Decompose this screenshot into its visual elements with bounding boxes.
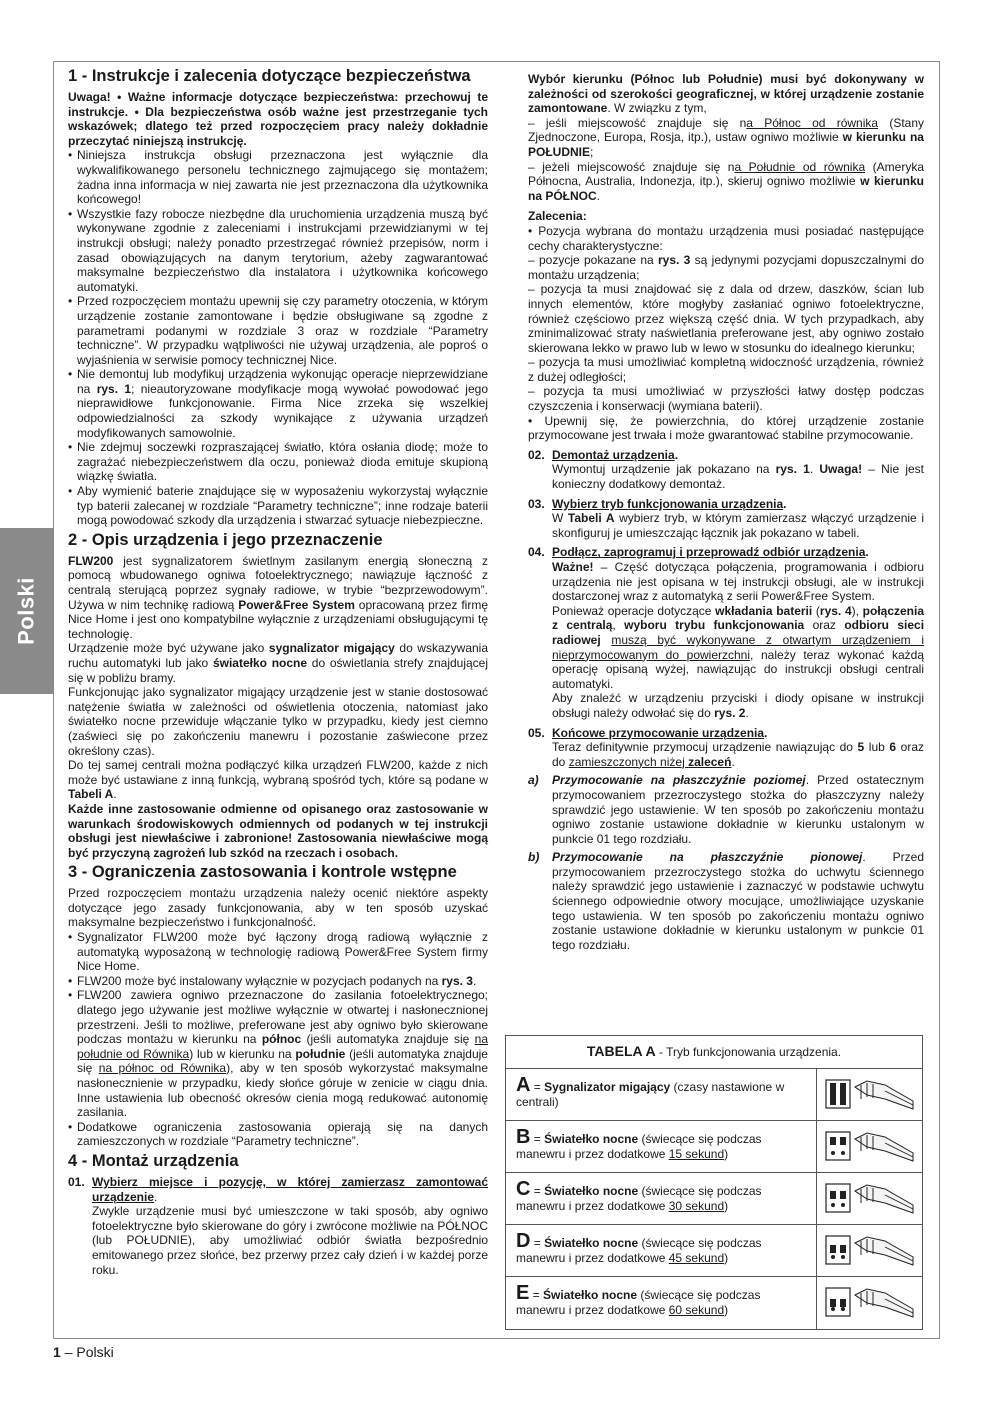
mode-time: 60 sekund	[668, 1303, 725, 1317]
step-04-text-2: Ponieważ operacje dotyczące wkładania baterii (rys. 4), połączenia z centralą, wyboru trybu funkcjonowania oraz odbioru sieci radiowej muszą być wykonywane z otwartym urządzeniem i nieprzymocowanym do powierzchni, należy teraz wykonać każdą operację opisaną wyżej, nawiązując do instrukcji obsługi centrali automatyki.	[552, 603, 925, 691]
table-row	[506, 1121, 922, 1173]
section-3-bullet-1: Sygnalizator FLW200 może być łączony drogą radiową wyłącznie z automatyką wyposażoną w technologię radiową Power&Free System firmy Nice Home.	[77, 930, 488, 974]
section-1-bullet-4: Nie demontuj lub modyfikuj urządzenia wykonując operacje nieprzewidziane na rys. 1; nieautoryzowane modyfikacje mogą wywołać powodować jego nieprawidłowe funkcjonowanie. Firma Nice zrzeka się wszelkiej odpowiedzialności za szkody wynikające z używania urządzeń modyfikowanych samowolnie.	[77, 367, 488, 440]
mode-letter: C	[516, 1178, 531, 1200]
section-1-bullet-1: Niniejsza instrukcja obsługi przeznaczona jest wyłącznie dla wykwalifikowanego personelu technicznego zajmującego się montażem; żadna inna informacja w niej zawarta nie jest przeznaczona dla użytkownika końcowego!	[77, 148, 488, 207]
step-05-text: Teraz definitywnie przymocuj urządzenie nawiązując do 5 lub 6 oraz do zamieszczonych niżej zaleceń.	[552, 740, 924, 769]
section-1-bullet-6: Aby wymienić baterie znajdujące się w wyposażeniu wykorzystaj wyłącznie typ baterii zalecanej w rozdziale “Parametry techniczne”; inne rodzaje baterii mogą powodować szkody dla urządzenia i stwarzać sytuacje niebezpieczne.	[77, 484, 488, 528]
mode-name: Sygnalizator migający	[544, 1080, 671, 1094]
section-1-bullet-3: Przed rozpoczęciem montażu upewnij się czy parametry otoczenia, w którym urządzenie zostanie zamontowane i będzie obsługiwane są zgodne z parametrami podanymi w rozdziale 3 oraz w rozdziale “Parametry techniczne”. W przypadku wątpliwości nie używaj urządzenia, ale poproś o wyjaśnienia w serwisie pomocy technicznej Nice.	[77, 294, 488, 367]
step-01-direction-heading: Wybór kierunku (Północ lub Południe) musi być dokonywany w zależności od szerokości geograficznej, w której urządzenie zostanie zamontowane. W związku z tym,	[528, 72, 924, 116]
mode-table	[505, 1035, 923, 1330]
step-01-para-1: Zwykle urządzenie musi być umieszczone w taki sposób, aby ogniwo fotoelektryczne było skierowane do góry i zwrócone możliwie na PÓŁNOC (lub POŁUDNIE), aby umożliwiać odbiór światła bezpośrednio emitowanego przez słońce, bez przerwy przez cały dzień i w każdej porze roku.	[92, 1204, 488, 1277]
section-2-para-1: FLW200 jest sygnalizatorem świetlnym zasilanym energią słoneczną z pomocą wbudowanego ogniwa fotoelektrycznego; nawiązuje łączność z centralą sterującą poprzez sygnały radiowe, w trybie “bezprzewodowym”. Używa w nim technikę radiową Power&Free System opracowaną przez firmę Nice Home i jest ono kompatybilne wyłącznie z urządzeniami obsługującymi tę technologię.	[68, 553, 488, 641]
step-03-heading: Wybierz tryb funkcjonowania urządzenia	[552, 496, 784, 511]
step-02: 02. Demontaż urządzenia. Wymontuj urządzenie jak pokazano na rys. 1. Uwaga! – Nie jest konieczny dodatkowy demontaż.	[528, 447, 925, 492]
list-item: • Niniejsza instrukcja obsługi przeznaczona jest wyłącznie dla wykwalifikowanego personelu technicznego zajmującego się montażem; żadna inna informacja w niej zawarta nie jest przeznaczona dla użytkownika końcowego!	[68, 148, 488, 207]
mode-description: B = Światełko nocne (świecące się podczas manewru i przez dodatkowe 15 sekund)	[506, 1121, 817, 1172]
mode-time: 45 sekund	[668, 1251, 725, 1265]
mode-letter: E	[516, 1282, 530, 1304]
table-row	[506, 1069, 922, 1121]
section-1-bullet-5: Nie zdejmuj soczewki rozpraszającej światło, która osłania diodę; może to zagrażać niebezpieczeństwem dla oczu, ponieważ dioda emituje skupioną wiązkę światła.	[77, 440, 488, 484]
section-2-para-2: Urządzenie może być używane jako sygnalizator migający do wskazywania ruchu automatyki lub jako światełko nocne do oświetlania strefy znajdującej się w pobliżu bramy.	[68, 641, 489, 685]
section-1-intro: Uwaga! • Ważne informacje dotyczące bezpieczeństwa: przechowuj te instrukcje. • Dla bezpieczeństwa osób ważne jest przestrzeganie tych wskazówek; dlatego też przed rozpoczęciem pracy należy dokładnie przeczytać niniejszą instrukcję.	[68, 90, 488, 148]
mode-name: Światełko nocne	[544, 1132, 639, 1146]
list-item: • Nie demontuj lub modyfikuj urządzenia wykonując operacje nieprzewidziane na rys. 1; nieautoryzowane modyfikacje mogą wywołać powodować jego nieprawidłowe funkcjonowanie. Firma Nice zrzeka się wszelkiej odpowiedzialności za szkody wynikające z używania urządzeń modyfikowanych samowolnie.	[68, 367, 488, 440]
jumper-diagram	[817, 1121, 922, 1172]
mode-description: E = Światełko nocne (świecące się podczas manewru i przez dodatkowe 60 sekund)	[506, 1277, 817, 1329]
section-3-bullet-3: FLW200 zawiera ogniwo przeznaczone do zasilania fotoelektrycznego; dlatego jego używanie jest możliwe wyłącznie w otwartej i nasłonecznionej przestrzeni. Jeśli to możliwe, preferowane jest aby ogniwo było skierowane podczas montażu w kierunku na północ (jeśli automatyka znajduje się na południe od Równika) lub w kierunku na południe (jeśli automatyka znajduje się na północ od Równika), aby w ten sposób wykorzystać maksymalne nasłonecznienie w przypadku, kiedy słońce góruje w zenicie w ciągu dnia. Inne ustawienia lub obecność okresów cienia mogą redukować autonomię zasilania.	[77, 988, 489, 1120]
page-footer: 1 – Polski	[53, 1344, 114, 1360]
section-1-bullet-2: Wszystkie fazy robocze niezbędne dla uruchomienia urządzenia muszą być wykonywane zgodnie z zaleceniami i instrukcjami przewidzianymi w tej instrukcji obsługi; należy ponadto przestrzegać również przepisów, norm i zasad obowiązujących na danym terytorium, ażeby zagwarantować maksymalne bezpieczeństwo dla instalatora i użytkownika końcowego automatyki.	[77, 206, 488, 294]
footer-language: Polski	[76, 1344, 114, 1360]
jumper-connector-icon	[825, 1127, 917, 1167]
recommendation-1: • Pozycja wybrana do montażu urządzenia musi posiadać następujące cechy charakterystyczne:	[528, 223, 924, 253]
step-04-text-1: Ważne! – Część dotycząca połączenia, programowania i odbioru urządzenia nie jest opisana w tej instrukcji obsługi, ale w instrukcji dostarczonej wraz z automatyką z serii Power&Free System.	[552, 560, 924, 604]
mode-description: A = Sygnalizator migający (czasy nastawione w centrali)	[506, 1069, 817, 1120]
section-2-warning: Każde inne zastosowanie odmienne od opisanego oraz zastosowanie w warunkach środowiskowych odmiennych od podanych w tej instrukcji obsługi jest niewłaściwe i zabronione! Zastosowania niewłaściwe mogą być przyczyną zagrożeń lub szkód na rzeczach i osobach.	[68, 801, 488, 860]
step-03: 03. Wybierz tryb funkcjonowania urządzenia. W Tabeli A wybierz tryb, w którym zamierzasz włączyć urządzenie i skonfiguruj je umieszczając łącznik jak pokazano w tabeli.	[528, 496, 924, 540]
jumper-connector-icon	[825, 1283, 917, 1323]
step-01-north: – jeśli miejscowość znajduje się na Północ od równika (Stany Zjednoczone, Europa, Rosja, itp.), ustaw ogniwo możliwie w kierunku na POŁUDNIE;	[528, 115, 924, 159]
mode-time: 15 sekund	[668, 1147, 725, 1161]
recommendation-5: – pozycja ta musi umożliwiać w przyszłości łatwy dostęp podczas czyszczenia i konserwacji (wymiana baterii).	[528, 384, 924, 414]
list-item: • Dodatkowe ograniczenia zastosowania opierają się na danych zamieszczonych w rozdziale “Parametry techniczne”.	[68, 1119, 488, 1149]
mode-name: Światełko nocne	[543, 1288, 638, 1302]
mode-letter: B	[516, 1126, 531, 1148]
recommendation-4: – pozycja ta musi umożliwiać kompletną widoczność urządzenia, również z dużej odległości;	[528, 355, 924, 384]
mode-name: Światełko nocne	[544, 1236, 639, 1250]
left-column	[68, 64, 488, 1277]
jumper-connector-icon	[825, 1179, 917, 1219]
table-row	[506, 1173, 922, 1225]
mode-time: 30 sekund	[668, 1199, 725, 1213]
recommendation-6: • Upewnij się, że powierzchnia, do której urządzenie zostanie przymocowane jest trwała i może gwarantować stabilne przymocowanie.	[528, 413, 924, 443]
jumper-connector-icon	[825, 1231, 917, 1271]
jumper-diagram	[817, 1225, 922, 1276]
page-number: 1	[53, 1344, 61, 1360]
step-04-heading: Podłącz, zaprogramuj i przeprowadź odbiór urządzenia	[552, 545, 866, 560]
jumper-diagram	[817, 1069, 922, 1120]
step-02-heading: Demontaż urządzenia	[552, 447, 675, 462]
step-01: 01. Wybierz miejsce i pozycję, w której zamierzasz zamontować urządzenie. Zwykle urządzenie musi być umieszczone w taki sposób, aby ogniwo fotoelektryczne było skierowane do góry i zwrócone możliwie na PÓŁNOC (lub POŁUDNIE), aby umożliwiać odbiór światła bezpośrednio emitowanego przez słońce, bez przerwy przez cały dzień i w każdej porze roku.	[68, 1174, 488, 1277]
table-row	[506, 1225, 922, 1277]
section-3-bullet-2: FLW200 może być instalowany wyłącznie w pozycjach podanych na rys. 3.	[77, 973, 477, 988]
list-item: • Nie zdejmuj soczewki rozpraszającej światło, która osłania diodę; może to zagrażać niebezpieczeństwem dla oczu, ponieważ dioda emituje skupioną wiązkę światła.	[68, 440, 488, 484]
section-2-para-3: Funkcjonując jako sygnalizator migający urządzenie jest w stanie dostosować natężenie światła w zależności od oświetlenia otoczenia, natomiast jako światełko nocne przewiduje włączanie tylko w przypadku, kiedy jest ciemno (zaświeci się po zakończeniu manewru i pozostanie zaświecone przez określony czas).	[68, 685, 488, 758]
section-1-title: 1 - Instrukcje i zalecenia dotyczące bezpieczeństwa	[68, 67, 471, 85]
section-4-title: 4 - Montaż urządzenia	[68, 1151, 239, 1170]
step-04: 04. Podłącz, zaprogramuj i przeprowadź odbiór urządzenia. Ważne! – Część dotycząca połączenia, programowania i odbioru urządzenia nie jest opisana w tej instrukcji obsługi, ale w instrukcji dostarczonej wraz z automatyką z serii Power&Free System. Ponieważ operacje dotyczące wkładania baterii (rys. 4), połączenia z centralą, wyboru trybu funkcjonowania oraz odbioru sieci radiowej muszą być wykonywane z otwartym urządzeniem i nieprzymocowanym do powierzchni, należy teraz wykonać każdą operację opisaną wyżej, nawiązując do instrukcji obsługi centrali automatyki. Aby znaleźć w urządzeniu przyciski i diody opisane w instrukcji obsługi należy odwołać się do rys. 2.	[528, 545, 925, 720]
section-3-bullet-4: Dodatkowe ograniczenia zastosowania opierają się na danych zamieszczonych w rozdziale “Parametry techniczne”.	[77, 1119, 488, 1149]
section-3-para-1: Przed rozpoczęciem montażu urządzenia należy ocenić niektóre aspekty dotyczące jego zasady funkcjonowania, aby w ten sposób uzyskać maksymalne bezpieczeństwo i funkcjonalność.	[68, 886, 488, 930]
recommendations-heading: Zalecenia:	[528, 209, 587, 224]
jumper-diagram	[817, 1173, 922, 1224]
mode-description: D = Światełko nocne (świecące się podczas manewru i przez dodatkowe 45 sekund)	[506, 1225, 817, 1276]
section-3-title: 3 - Ograniczenia zastosowania i kontrole wstępne	[68, 863, 457, 882]
recommendation-2: – pozycje pokazane na rys. 3 są jedynymi pozycjami dopuszczalnymi do montażu urządzenia;	[528, 253, 925, 282]
mode-letter: A	[516, 1074, 531, 1096]
list-item: • Aby wymienić baterie znajdujące się w wyposażeniu wykorzystaj wyłącznie typ baterii zalecanej w rozdziale “Parametry techniczne”; inne rodzaje baterii mogą powodować szkody dla urządzenia i stwarzać sytuacje niebezpieczne.	[68, 484, 488, 528]
step-05: 05. Końcowe przymocowanie urządzenia. Teraz definitywnie przymocuj urządzenie nawiązując do 5 lub 6 oraz do zamieszczonych niżej zaleceń.	[528, 725, 924, 769]
list-item: • Przed rozpoczęciem montażu upewnij się czy parametry otoczenia, w którym urządzenie zostanie zamontowane i będzie obsługiwane są zgodne z parametrami podanymi w rozdziale 3 oraz w rozdziale “Parametry techniczne”. W przypadku wątpliwości nie używaj urządzenia, ale poproś o wyjaśnienia w serwisie pomocy technicznej Nice.	[68, 294, 488, 367]
table-header: TABELA A - Tryb funkcjonowania urządzenia.	[506, 1036, 922, 1069]
step-05-a: a) Przymocowanie na płaszczyźnie poziomej. Przed ostatecznym przymocowaniem przezroczystego stożka do płaszczyzny należy sprawdzić jego ustawienie. W ten sposób po zakończeniu montażu ogniwo zostanie ustawione dokładnie w kierunku ustalonym w punkcie 01 tego rozdziału.	[528, 773, 924, 846]
list-item: • Wszystkie fazy robocze niezbędne dla uruchomienia urządzenia muszą być wykonywane zgodnie z zaleceniami i instrukcjami przewidzianymi w tej instrukcji obsługi; należy ponadto przestrzegać również przepisów, norm i zasad obowiązujących na danym terytorium, ażeby zagwarantować maksymalne bezpieczeństwo dla instalatora i użytkownika końcowego automatyki.	[68, 206, 488, 294]
list-item: • FLW200 może być instalowany wyłącznie w pozycjach podanych na rys. 3.	[68, 974, 488, 989]
list-item: • Sygnalizator FLW200 może być łączony drogą radiową wyłącznie z automatyką wyposażoną w technologię radiową Power&Free System firmy Nice Home.	[68, 930, 488, 974]
list-item: • FLW200 zawiera ogniwo przeznaczone do zasilania fotoelektrycznego; dlatego jego używanie jest możliwe wyłącznie w otwartej i nasłonecznionej przestrzeni. Jeśli to możliwe, preferowane jest aby ogniwo było skierowane podczas montażu w kierunku na północ (jeśli automatyka znajduje się na południe od Równika) lub w kierunku na południe (jeśli automatyka znajduje się na północ od Równika), aby w ten sposób wykorzystać maksymalne nasłonecznienie w przypadku, kiedy słońce góruje w zenicie w ciągu dnia. Inne ustawienia lub obecność okresów cienia mogą redukować autonomię zasilania.	[68, 988, 489, 1120]
right-column	[528, 64, 924, 952]
recommendation-3: – pozycja ta musi znajdować się z dala od drzew, daszków, ścian lub innych elementów, które mogłyby zasłaniać ogniwo fotoelektryczne, również częściowo przez większą część dnia. W tych przypadkach, aby zminimalizować straty naświetlania preferowane jest, aby ogniwo zostało skierowana lekko w prawo lub w lewo w stosunku do idealnego kierunku;	[528, 282, 924, 355]
mode-letter: D	[516, 1230, 531, 1252]
jumper-diagram	[817, 1277, 922, 1329]
language-side-tab	[0, 528, 53, 694]
step-05-b: b) Przymocowanie na płaszczyźnie pionowej. Przed przymocowaniem przezroczystego stożka do uchwytu ściennego należy sprawdzić jego ustawienie i zaznaczyć w podstawie uchwytu ściennego odpowiednie otwory mocujące, umożliwiające uzyskanie tego ustawienia. W ten sposób po zakończeniu montażu ogniwo zostanie ustawione dokładnie w kierunku ustalonym w punkcie 01 tego rozdziału.	[528, 850, 925, 952]
jumper-connector-icon	[825, 1075, 917, 1115]
table-row	[506, 1277, 922, 1329]
section-2-para-4: Do tej samej centrali można podłączyć kilka urządzeń FLW200, każde z nich może być ustawiane z inną funkcją, wybraną spośród tych, które są podane w Tabeli A.	[68, 758, 488, 802]
step-03-text: W Tabeli A wybierz tryb, w którym zamierzasz włączyć urządzenie i skonfiguruj je umieszczając łącznik jak pokazano w tabeli.	[552, 511, 924, 540]
step-02-text: Wymontuj urządzenie jak pokazano na rys. 1. Uwaga! – Nie jest konieczny dodatkowy demontaż.	[552, 462, 925, 492]
step-05-heading: Końcowe przymocowanie urządzenia	[552, 725, 765, 740]
section-2-title: 2 - Opis urządzenia i jego przeznaczenie	[68, 530, 383, 549]
mode-description: C = Światełko nocne (świecące się podczas manewru i przez dodatkowe 30 sekund)	[506, 1173, 817, 1224]
side-tab-label: Polski	[13, 577, 39, 645]
step-01-south: – jeżeli miejscowość znajduje się na Południe od równika (Ameryka Północna, Australia, Indonezja, itp.), skieruj ogniwo możliwie w kierunku na PÓŁNOC.	[528, 159, 925, 203]
mode-name: Światełko nocne	[544, 1184, 639, 1198]
step-04-text-3: Aby znaleźć w urządzeniu przyciski i diody opisane w instrukcji obsługi należy odwołać się do rys. 2.	[552, 691, 924, 720]
step-01-heading: Wybierz miejsce i pozycję, w której zamierzasz zamontować urządzenie	[92, 1174, 488, 1204]
